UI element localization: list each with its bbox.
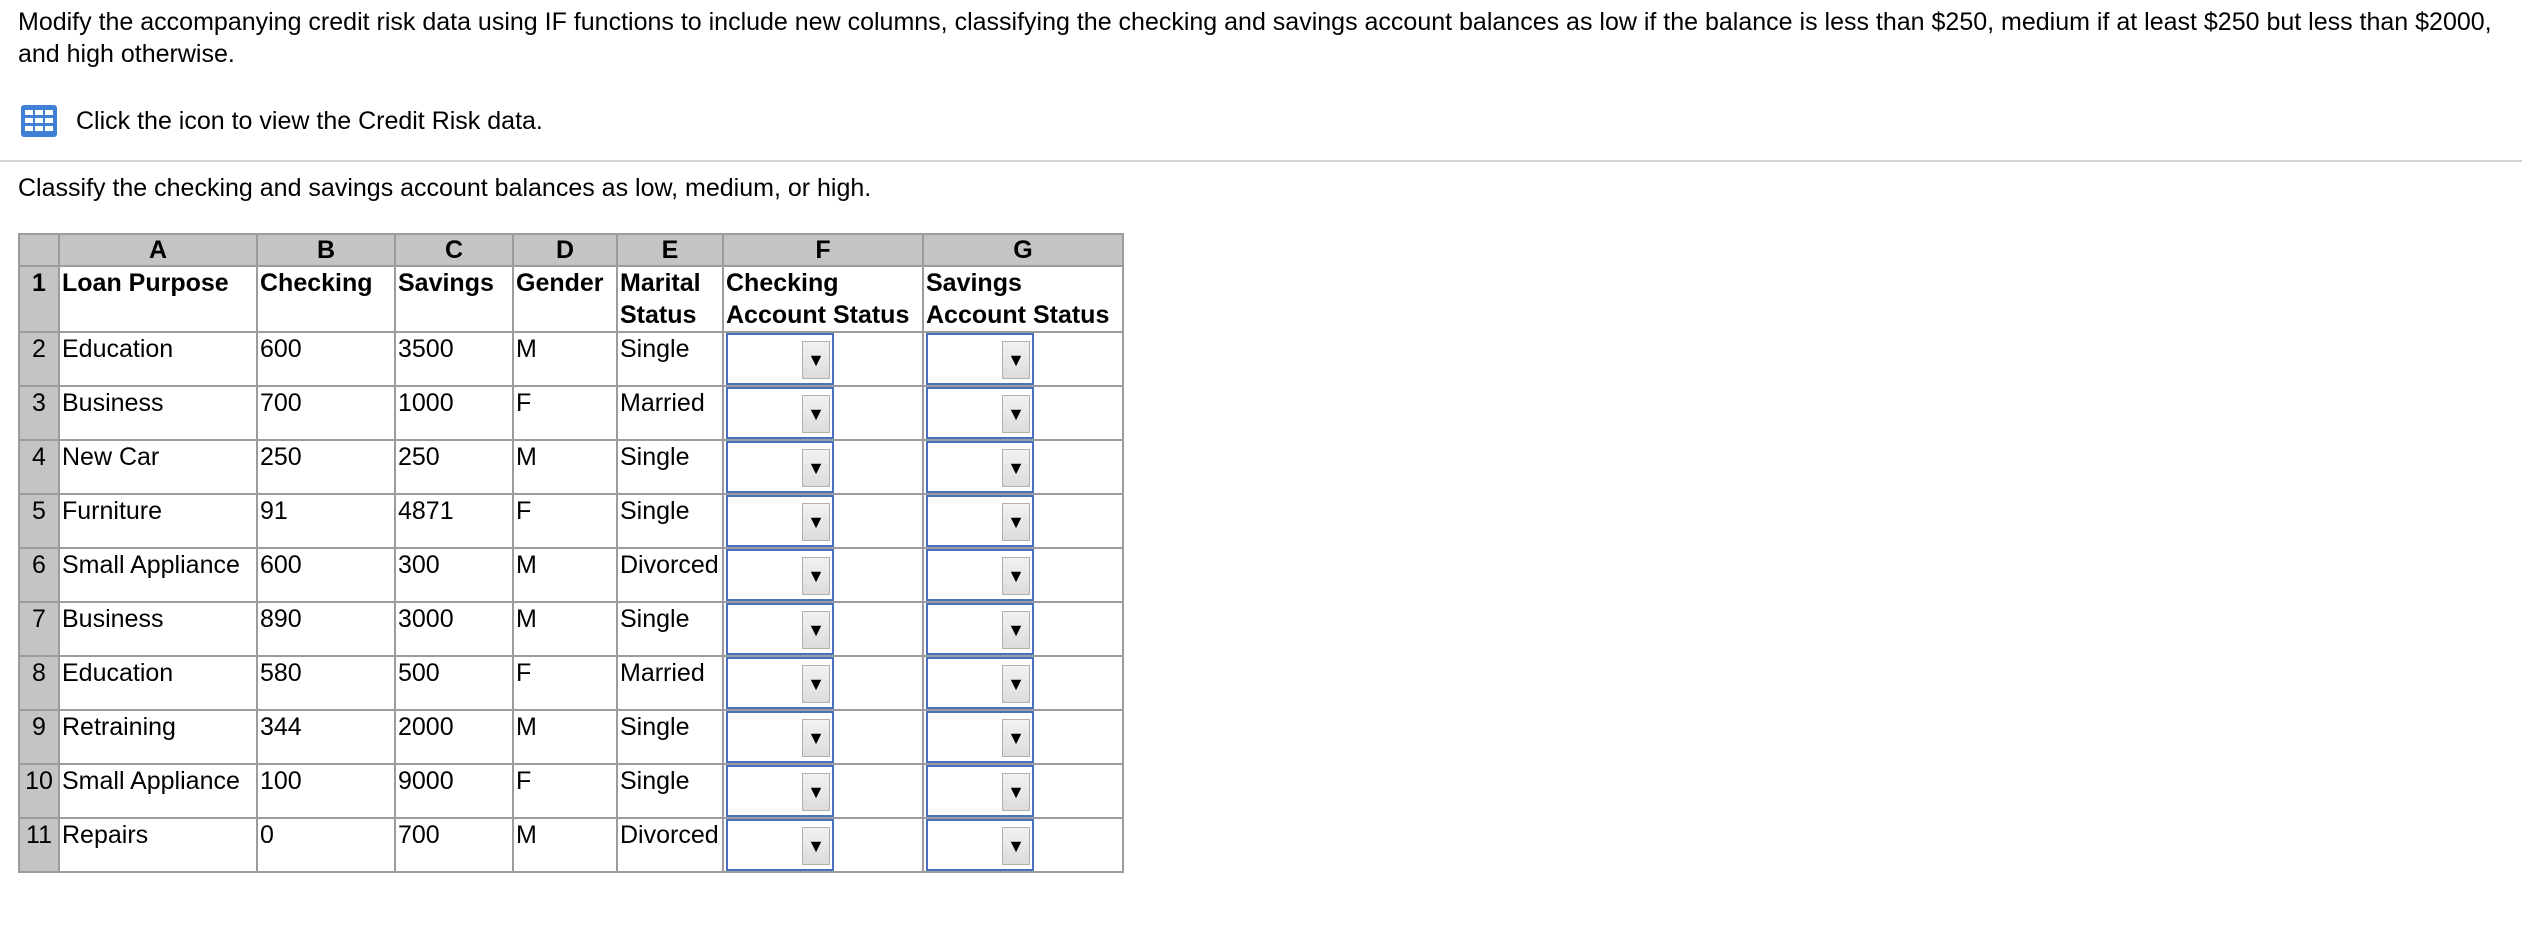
- cell-checking-status: [723, 710, 923, 764]
- cell-savings-status: [923, 818, 1123, 872]
- dropdown-button[interactable]: [802, 827, 830, 865]
- cell-loan-purpose: Small Appliance: [59, 764, 257, 818]
- cell-savings-status: [923, 710, 1123, 764]
- dropdown-button[interactable]: [1002, 395, 1030, 433]
- cell-checking: 890: [257, 602, 395, 656]
- row-number: 6: [19, 548, 59, 602]
- row-number: 5: [19, 494, 59, 548]
- cell-savings: 9000: [395, 764, 513, 818]
- checking-status-dropdown[interactable]: [726, 333, 834, 385]
- cell-checking: 600: [257, 548, 395, 602]
- cell-loan-purpose: Small Appliance: [59, 548, 257, 602]
- cell-savings-status: [923, 602, 1123, 656]
- column-letter-g: G: [923, 234, 1123, 266]
- column-letter-d: D: [513, 234, 617, 266]
- table-row: [19, 494, 1123, 548]
- cell-marital-status: Single: [617, 602, 723, 656]
- table-row: [19, 710, 1123, 764]
- table-row: [19, 602, 1123, 656]
- header-marital-status-line1: Marital: [620, 269, 701, 297]
- cell-checking: 344: [257, 710, 395, 764]
- header-savings-account-status: [923, 266, 1123, 332]
- data-rows: [19, 332, 1123, 872]
- cell-savings: 500: [395, 656, 513, 710]
- cell-savings: 250: [395, 440, 513, 494]
- column-letter-a: A: [59, 234, 257, 266]
- cell-checking-status: [723, 818, 923, 872]
- chevron-down-icon: ▼: [1007, 728, 1025, 748]
- chevron-down-icon: ▼: [1007, 350, 1025, 370]
- checking-status-dropdown[interactable]: [726, 387, 834, 439]
- dropdown-button[interactable]: [802, 611, 830, 649]
- cell-savings: 4871: [395, 494, 513, 548]
- cell-checking: 700: [257, 386, 395, 440]
- cell-savings: 2000: [395, 710, 513, 764]
- header-checking: Checking: [257, 266, 395, 332]
- cell-marital-status: Married: [617, 386, 723, 440]
- corner-cell: [19, 234, 59, 266]
- column-letter-row: [19, 234, 1123, 266]
- row-number: 1: [19, 266, 59, 332]
- header-checking-status-line2: Account Status: [726, 301, 910, 329]
- chevron-down-icon: ▼: [807, 674, 825, 694]
- cell-gender: M: [513, 602, 617, 656]
- cell-marital-status: Single: [617, 764, 723, 818]
- cell-checking-status: [723, 440, 923, 494]
- cell-gender: M: [513, 332, 617, 386]
- cell-marital-status: Single: [617, 440, 723, 494]
- cell-checking-status: [723, 494, 923, 548]
- row-number: 8: [19, 656, 59, 710]
- checking-status-dropdown[interactable]: [726, 441, 834, 493]
- chevron-down-icon: ▼: [807, 404, 825, 424]
- table-row: [19, 440, 1123, 494]
- chevron-down-icon: ▼: [1007, 458, 1025, 478]
- cell-gender: M: [513, 818, 617, 872]
- cell-loan-purpose: Education: [59, 332, 257, 386]
- cell-gender: M: [513, 710, 617, 764]
- row-number: 9: [19, 710, 59, 764]
- checking-status-dropdown[interactable]: [726, 657, 834, 709]
- cell-marital-status: Divorced: [617, 818, 723, 872]
- view-data-link-row[interactable]: [20, 101, 543, 141]
- chevron-down-icon: ▼: [1007, 512, 1025, 532]
- cell-savings-status: [923, 494, 1123, 548]
- cell-savings-status: [923, 764, 1123, 818]
- column-letter-e: E: [617, 234, 723, 266]
- cell-loan-purpose: New Car: [59, 440, 257, 494]
- header-loan-purpose: Loan Purpose: [59, 266, 257, 332]
- cell-marital-status: Single: [617, 332, 723, 386]
- cell-gender: M: [513, 548, 617, 602]
- dropdown-button[interactable]: [802, 665, 830, 703]
- cell-marital-status: Divorced: [617, 548, 723, 602]
- savings-status-dropdown[interactable]: [926, 387, 1034, 439]
- column-letter-c: C: [395, 234, 513, 266]
- chevron-down-icon: ▼: [1007, 836, 1025, 856]
- cell-checking-status: [723, 548, 923, 602]
- cell-savings: 700: [395, 818, 513, 872]
- row-number: 4: [19, 440, 59, 494]
- column-letter-f: F: [723, 234, 923, 266]
- dropdown-button[interactable]: [1002, 719, 1030, 757]
- row-number: 2: [19, 332, 59, 386]
- cell-marital-status: Single: [617, 494, 723, 548]
- header-gender: Gender: [513, 266, 617, 332]
- cell-gender: M: [513, 440, 617, 494]
- cell-checking: 0: [257, 818, 395, 872]
- chevron-down-icon: ▼: [1007, 782, 1025, 802]
- savings-status-dropdown[interactable]: [926, 819, 1034, 871]
- chevron-down-icon: ▼: [1007, 404, 1025, 424]
- cell-checking: 250: [257, 440, 395, 494]
- table-row: [19, 332, 1123, 386]
- savings-status-dropdown[interactable]: [926, 549, 1034, 601]
- cell-loan-purpose: Retraining: [59, 710, 257, 764]
- dropdown-button[interactable]: [1002, 611, 1030, 649]
- cell-checking: 600: [257, 332, 395, 386]
- cell-marital-status: Married: [617, 656, 723, 710]
- cell-checking: 100: [257, 764, 395, 818]
- savings-status-dropdown[interactable]: [926, 603, 1034, 655]
- cell-checking: 91: [257, 494, 395, 548]
- savings-status-dropdown[interactable]: [926, 765, 1034, 817]
- header-checking-status-line1: Checking: [726, 269, 839, 297]
- dropdown-button[interactable]: [1002, 773, 1030, 811]
- cell-checking-status: [723, 764, 923, 818]
- cell-savings-status: [923, 656, 1123, 710]
- dropdown-button[interactable]: [802, 557, 830, 595]
- dropdown-button[interactable]: [1002, 665, 1030, 703]
- dropdown-button[interactable]: [802, 503, 830, 541]
- row-number: 7: [19, 602, 59, 656]
- cell-gender: F: [513, 656, 617, 710]
- cell-loan-purpose: Education: [59, 656, 257, 710]
- chevron-down-icon: ▼: [1007, 674, 1025, 694]
- chevron-down-icon: ▼: [807, 512, 825, 532]
- dropdown-button[interactable]: [1002, 827, 1030, 865]
- dropdown-button[interactable]: [1002, 557, 1030, 595]
- chevron-down-icon: ▼: [807, 458, 825, 478]
- dropdown-button[interactable]: [802, 395, 830, 433]
- chevron-down-icon: ▼: [807, 728, 825, 748]
- checking-status-dropdown[interactable]: [726, 603, 834, 655]
- chevron-down-icon: ▼: [807, 620, 825, 640]
- dropdown-button[interactable]: [1002, 449, 1030, 487]
- savings-status-dropdown[interactable]: [926, 657, 1034, 709]
- table-row: [19, 818, 1123, 872]
- credit-risk-spreadsheet: [18, 233, 1124, 873]
- cell-loan-purpose: Furniture: [59, 494, 257, 548]
- table-row: [19, 764, 1123, 818]
- header-savings-status-line1: Savings: [926, 269, 1022, 297]
- cell-savings: 3500: [395, 332, 513, 386]
- header-row: [19, 266, 1123, 332]
- row-number: 3: [19, 386, 59, 440]
- question-prompt: Classify the checking and savings account balances as low, medium, or high.: [18, 174, 872, 202]
- cell-savings-status: [923, 440, 1123, 494]
- table-row: [19, 548, 1123, 602]
- chevron-down-icon: ▼: [807, 782, 825, 802]
- cell-savings-status: [923, 332, 1123, 386]
- header-marital-status-line2: Status: [620, 301, 697, 329]
- cell-loan-purpose: Business: [59, 386, 257, 440]
- header-savings-status-line2: Account Status: [926, 301, 1110, 329]
- cell-gender: F: [513, 494, 617, 548]
- cell-checking-status: [723, 332, 923, 386]
- cell-savings: 3000: [395, 602, 513, 656]
- checking-status-dropdown[interactable]: [726, 495, 834, 547]
- dropdown-button[interactable]: [1002, 341, 1030, 379]
- column-letter-b: B: [257, 234, 395, 266]
- savings-status-dropdown[interactable]: [926, 495, 1034, 547]
- checking-status-dropdown[interactable]: [726, 711, 834, 763]
- section-divider: [0, 160, 2522, 162]
- cell-marital-status: Single: [617, 710, 723, 764]
- cell-checking-status: [723, 656, 923, 710]
- table-row: [19, 386, 1123, 440]
- cell-checking-status: [723, 602, 923, 656]
- savings-status-dropdown[interactable]: [926, 441, 1034, 493]
- savings-status-dropdown[interactable]: [926, 333, 1034, 385]
- dropdown-button[interactable]: [1002, 503, 1030, 541]
- dropdown-button[interactable]: [802, 773, 830, 811]
- cell-gender: F: [513, 386, 617, 440]
- row-number: 11: [19, 818, 59, 872]
- cell-savings-status: [923, 386, 1123, 440]
- cell-loan-purpose: Repairs: [59, 818, 257, 872]
- dropdown-button[interactable]: [802, 719, 830, 757]
- cell-checking: 580: [257, 656, 395, 710]
- checking-status-dropdown[interactable]: [726, 549, 834, 601]
- header-checking-account-status: [723, 266, 923, 332]
- dropdown-button[interactable]: [802, 449, 830, 487]
- chevron-down-icon: ▼: [1007, 620, 1025, 640]
- row-number: 10: [19, 764, 59, 818]
- cell-gender: F: [513, 764, 617, 818]
- cell-savings-status: [923, 548, 1123, 602]
- table-grid-icon[interactable]: [20, 104, 58, 138]
- cell-savings: 300: [395, 548, 513, 602]
- cell-checking-status: [723, 386, 923, 440]
- chevron-down-icon: ▼: [807, 836, 825, 856]
- dropdown-button[interactable]: [802, 341, 830, 379]
- table-row: [19, 656, 1123, 710]
- cell-savings: 1000: [395, 386, 513, 440]
- savings-status-dropdown[interactable]: [926, 711, 1034, 763]
- header-marital-status: [617, 266, 723, 332]
- cell-loan-purpose: Business: [59, 602, 257, 656]
- instructions-text: Modify the accompanying credit risk data using IF functions to include new columns, classifying the checking and savings account balances as low if the balance is less than $250, medium if at least $250 but less than $2000, and high otherwise.: [18, 8, 2492, 68]
- view-data-link-text[interactable]: Click the icon to view the Credit Risk data.: [76, 106, 543, 135]
- chevron-down-icon: ▼: [807, 566, 825, 586]
- checking-status-dropdown[interactable]: [726, 765, 834, 817]
- chevron-down-icon: ▼: [807, 350, 825, 370]
- chevron-down-icon: ▼: [1007, 566, 1025, 586]
- header-savings: Savings: [395, 266, 513, 332]
- checking-status-dropdown[interactable]: [726, 819, 834, 871]
